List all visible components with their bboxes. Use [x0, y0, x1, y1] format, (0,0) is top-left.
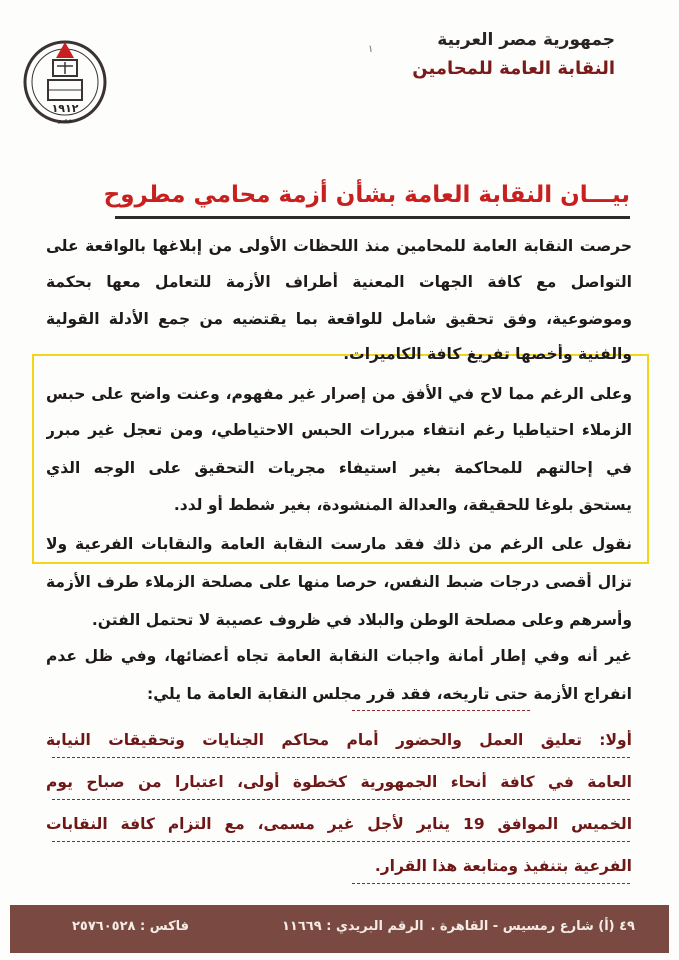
- decision-line: أولا: تعليق العمل والحضور أمام محاكم الجنايات وتحقيقات النيابة: [46, 731, 632, 749]
- paragraph-line: وموضوعية، وفق تحقيق شامل للواقعة بما يقتضيه من جمع الأدلة القولية: [46, 310, 632, 328]
- paragraph-line: نقول على الرغم من ذلك فقد مارست النقابة العامة والنقابات الفرعية ولا: [46, 535, 632, 553]
- paragraph-line: وعلى الرغم مما لاح في الأفق من إصرار غير مفهوم، وعنت واضح على حبس: [46, 385, 632, 403]
- decision-line: العامة في كافة أنحاء الجمهورية كخطوة أولى، اعتبارا من صباح يوم: [46, 773, 632, 791]
- statement-title-block: [60, 182, 630, 222]
- paragraph-line: حرصت النقابة العامة للمحامين منذ اللحظات الأولى من إبلاغها بالواقعة على: [46, 237, 632, 255]
- statement-title: بيـــان النقابة العامة بشأن أزمة محامي مطروح: [103, 182, 630, 208]
- decision-underline: [52, 799, 630, 800]
- paragraph-line: غير أنه وفي إطار أمانة واجبات النقابة العامة تجاه أعضائها، وفي ظل عدم: [46, 647, 632, 665]
- paragraph-line: التواصل مع كافة الجهات المعنية أطراف الأزمة للتعامل معها بحكمة: [46, 273, 632, 291]
- decision-underline: [52, 841, 630, 842]
- logo-label: مصر: [58, 116, 72, 124]
- footer-postal-code: الرقم البريدي : ١١٦٦٩: [282, 919, 424, 934]
- paragraph-line: يستحق بلوغا للحقيقة، والعدالة المنشودة، بغير شطط أو لدد.: [173, 496, 632, 514]
- logo-year: ١٩١٢: [51, 102, 79, 115]
- header-country: جمهورية مصر العربية: [437, 30, 615, 50]
- paragraph-line: تزال أقصى درجات ضبط النفس، حرصا منها على مصلحة الزملاء طرف الأزمة: [46, 573, 632, 591]
- decision-line: الخميس الموافق 19 يناير لأجل غير مسمى، مع التزام كافة النقابات: [46, 815, 632, 833]
- decision-intro-line: انفراج الأزمة حتى تاريخه، فقد قرر مجلس النقابة العامة ما يلي:: [147, 685, 632, 703]
- decision-underline: [352, 883, 630, 884]
- decision-underline: [52, 757, 630, 758]
- paragraph-line: والفنية وأخصها تفريغ كافة الكاميرات.: [343, 345, 632, 363]
- decision-line: الفرعية بتنفيذ ومتابعة هذا القرار.: [374, 857, 632, 875]
- letterhead-footer: [10, 905, 669, 953]
- header-union: النقابة العامة للمحامين: [412, 58, 615, 79]
- title-underline: [115, 216, 630, 219]
- paragraph-line: في إحالتهم للمحاكمة بغير استيفاء مجريات التحقيق على الوجه الذي: [46, 459, 632, 477]
- paragraph-line: وأسرهم وعلى مصلحة الوطن والبلاد في ظروف عصيبة لا تحتمل الفتن.: [91, 611, 632, 629]
- footer-address: ٤٩ (أ) شارع رمسيس - القاهرة .: [430, 919, 635, 934]
- bar-association-logo: [20, 30, 110, 130]
- footer-fax: فاكس : ٢٥٧٦٠٥٢٨: [72, 919, 190, 934]
- paragraph-line: الزملاء احتياطيا رغم انتفاء مبررات الحبس الاحتياطي، ومن تعجل غير مبرر: [46, 421, 632, 439]
- decision-intro-underline: [352, 710, 530, 711]
- page-mark: ١: [368, 44, 374, 55]
